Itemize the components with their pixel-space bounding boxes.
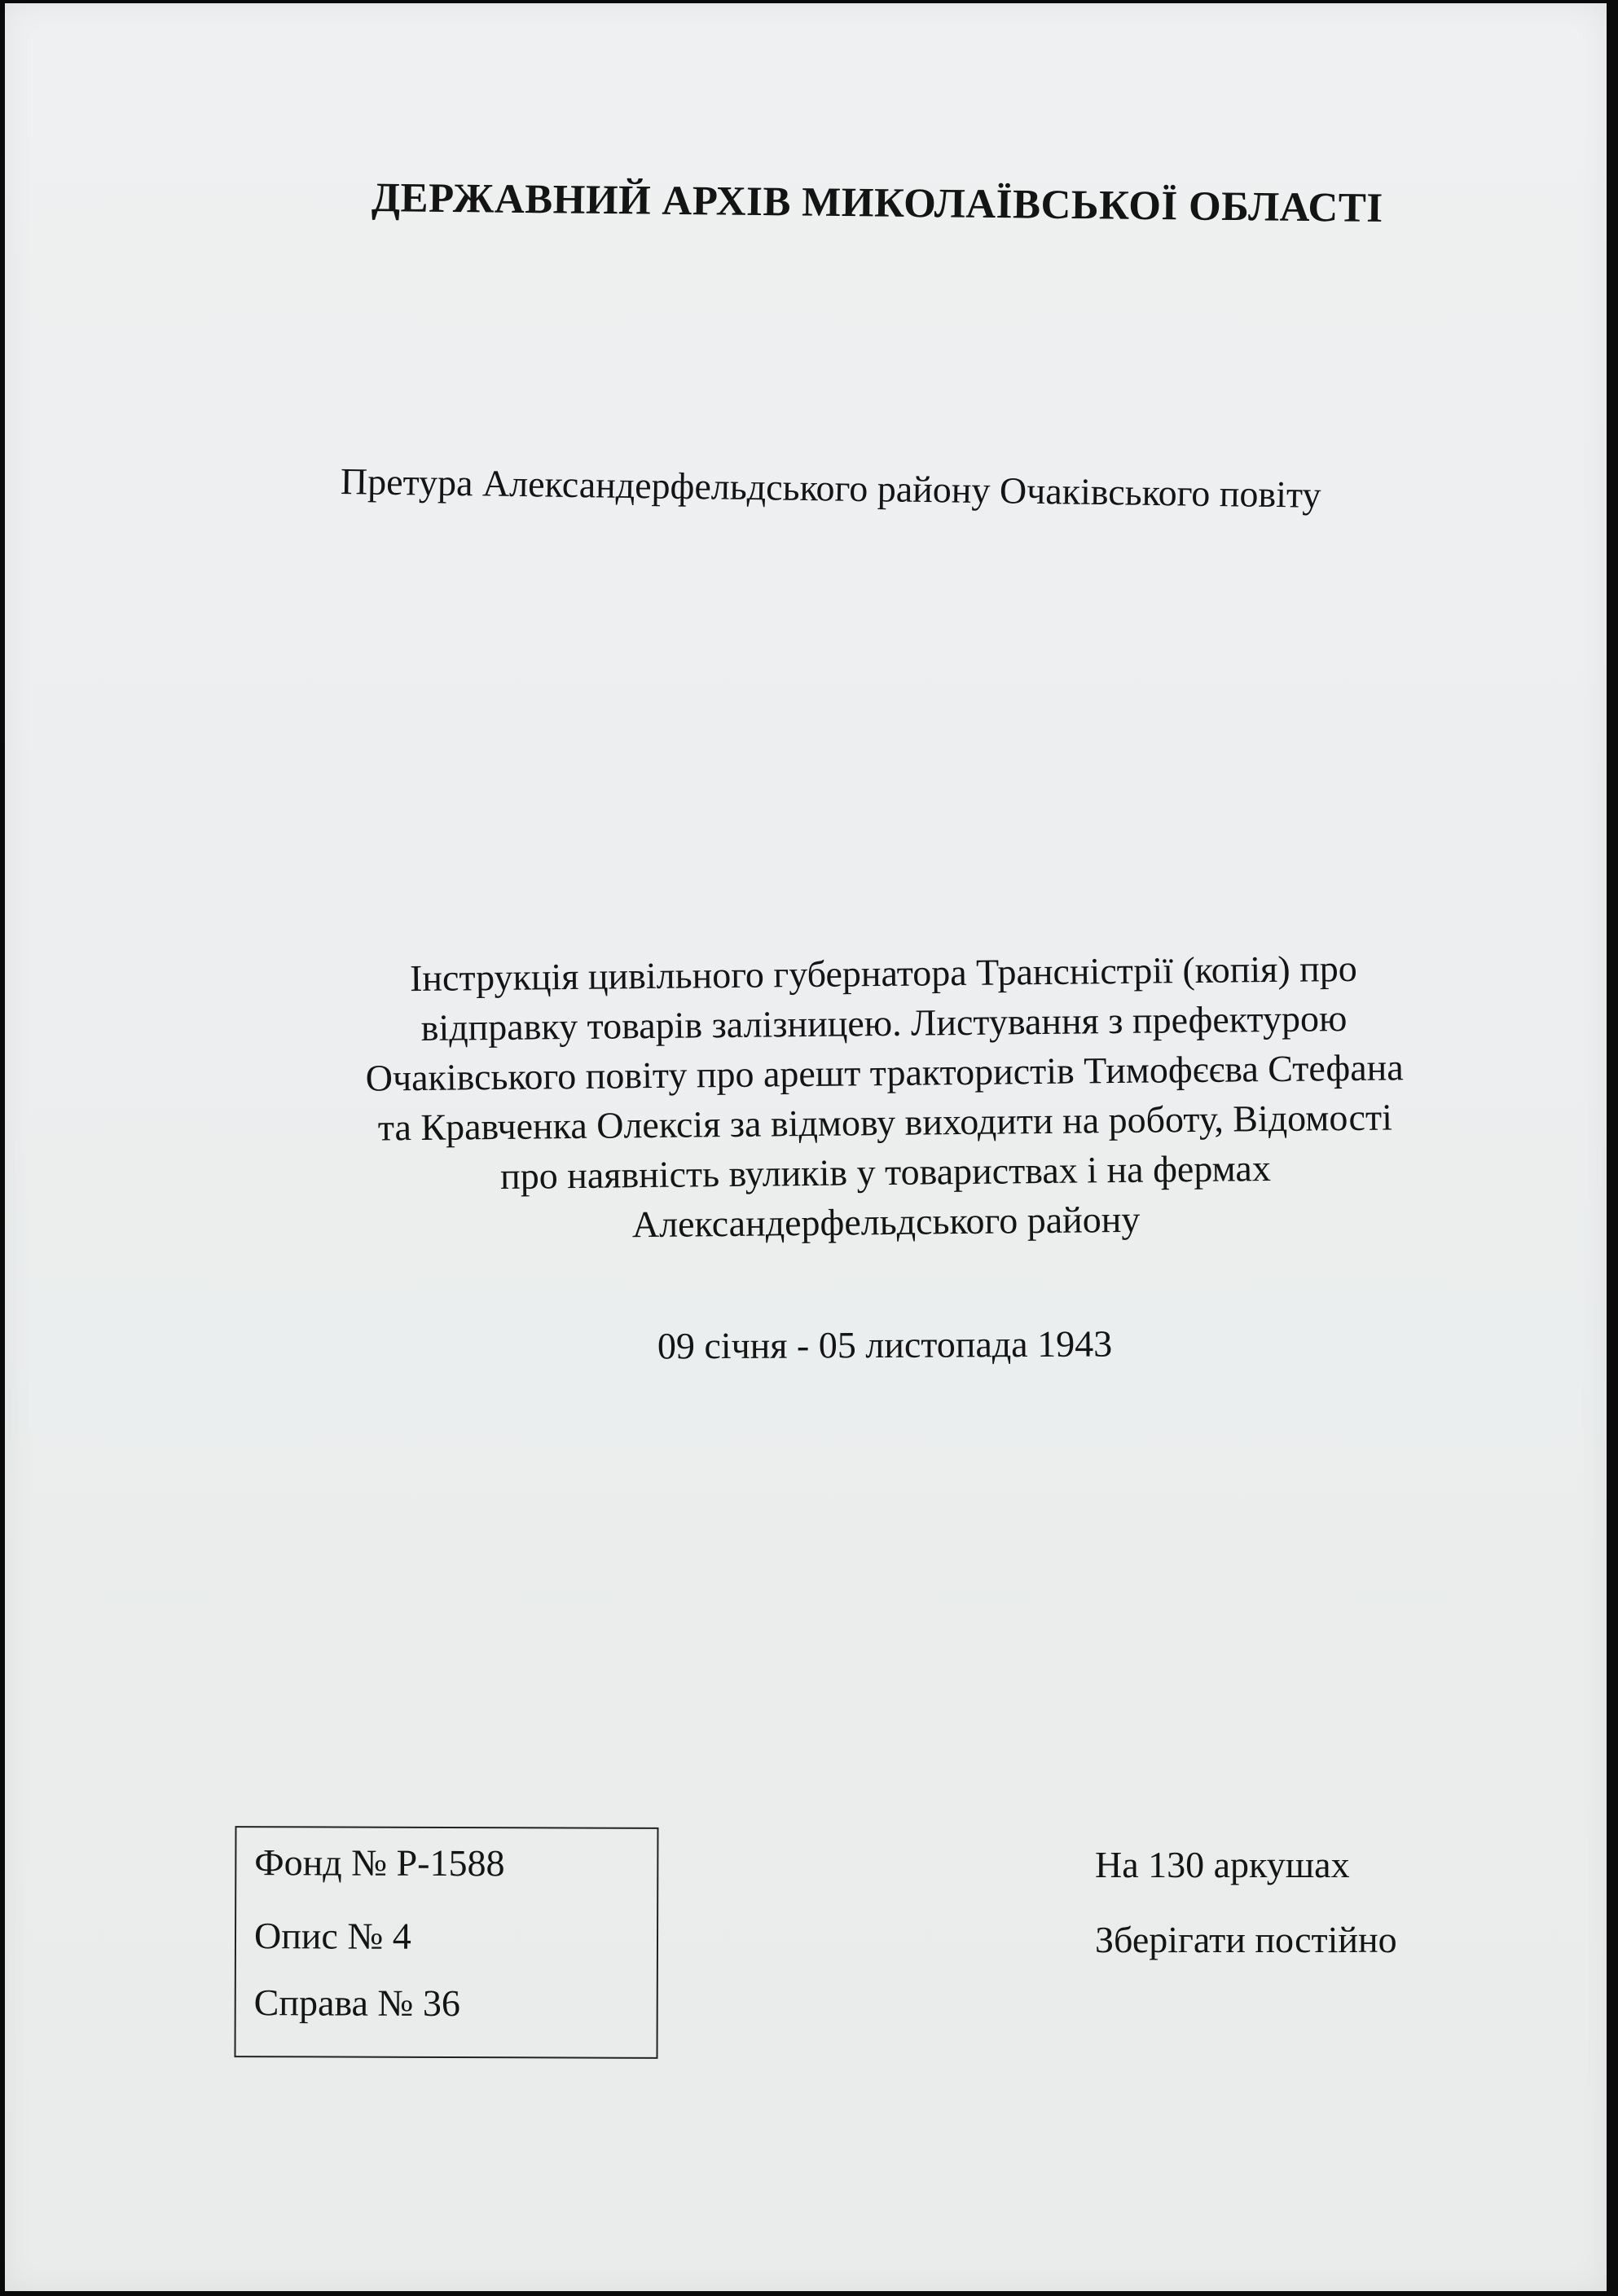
opys-number: Опис № 4: [253, 1915, 411, 1957]
case-title-line: Очаківського повіту про арешт трактористів Тимофєєва Стефана: [365, 1046, 1404, 1099]
archive-title: ДЕРЖАВНИЙ АРХІВ МИКОЛАЇВСЬКОЇ ОБЛАСТІ: [371, 175, 1383, 232]
reference-box: [235, 1826, 659, 2059]
storage-term: Зберігати постійно: [1095, 1919, 1397, 1960]
case-title-line: відправку товарів залізницею. Листування з префектурою: [420, 997, 1348, 1049]
case-title: [264, 942, 1506, 1253]
case-dates: 09 січня - 05 листопада 1943: [657, 1322, 1113, 1367]
case-title-line: про наявність вуликів у товариствах і на фермах: [499, 1147, 1272, 1197]
document-page: [5, 3, 1607, 2291]
case-title-line: Александерфельдського району: [631, 1198, 1141, 1246]
case-title-line: Інструкція цивільного губернатора Трансністрії (копія) про: [409, 947, 1357, 1000]
fond-number: Фонд № Р-1588: [254, 1841, 505, 1885]
case-title-line: та Кравченка Олексія за відмову виходити на роботу, Відомості: [377, 1096, 1393, 1149]
sheet-count: На 130 аркушах: [1095, 1844, 1350, 1885]
sprava-number: Справа № 36: [253, 1982, 460, 2025]
institution-name: Претура Александерфельдського району Очаківського повіту: [340, 460, 1321, 516]
